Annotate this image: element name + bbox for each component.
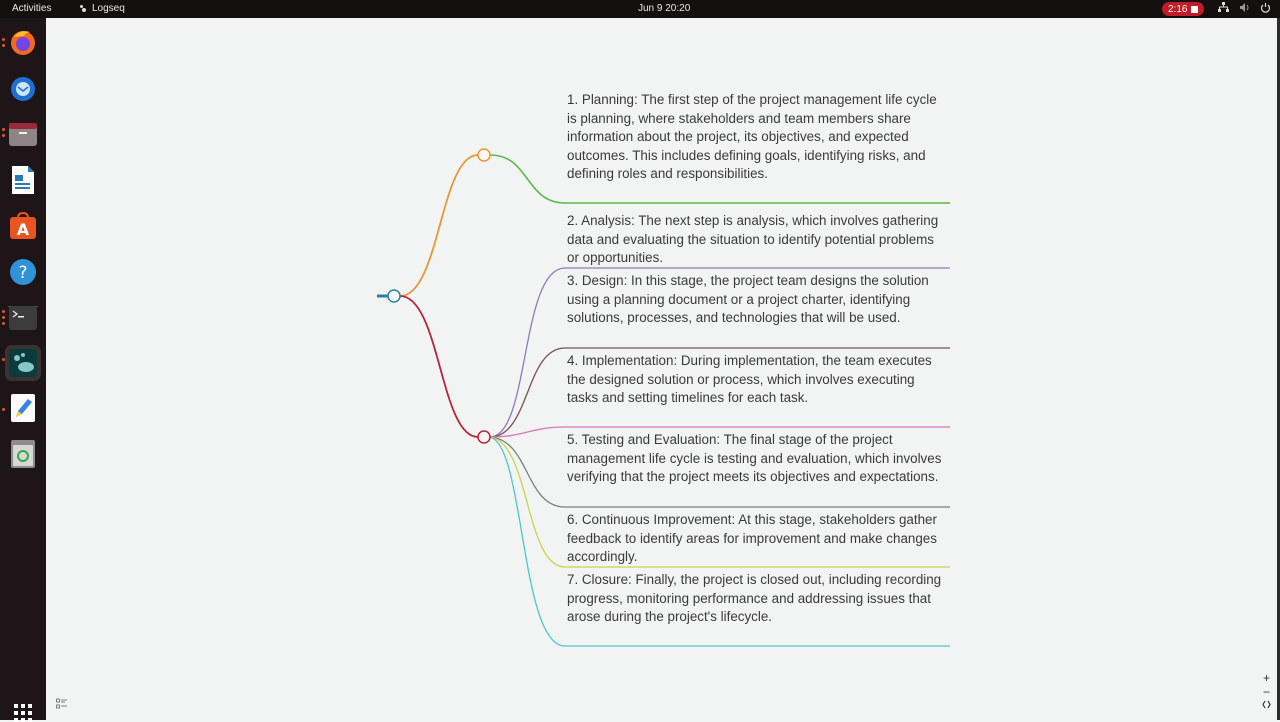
svg-text:A: A: [16, 220, 30, 239]
activities-button[interactable]: Activities: [12, 3, 52, 14]
node-testing-evaluation[interactable]: 5. Testing and Evaluation: The final stage of the project management life cycle is testing and evaluation, which involves verifying that the project meets its objectives and expectations.: [567, 432, 942, 485]
recording-time: 2:16: [1168, 3, 1188, 15]
node-analysis[interactable]: 2. Analysis: The next step is analysis, which involves gathering data and evaluating the situation to identify potential problems or opportunities.: [567, 213, 939, 266]
top-branch-handle[interactable]: [478, 149, 490, 161]
root-node-handle[interactable]: [388, 290, 400, 302]
zoom-out-button[interactable]: −: [1262, 685, 1270, 699]
fit-view-icon[interactable]: [1262, 700, 1271, 709]
node-implementation[interactable]: 4. Implementation: During implementation, the team executes the designed solution or process, which involves executing tasks and setting timelines for each task.: [567, 353, 932, 406]
node-design[interactable]: 3. Design: In this stage, the project team designs the solution using a planning document or a project charter, identifying solutions, processes, and technologies that will be used.: [567, 273, 929, 326]
app-name: Logseq: [92, 3, 125, 14]
svg-text:?: ?: [18, 263, 28, 283]
outline-toggle-icon[interactable]: [56, 698, 68, 710]
node-planning[interactable]: 1. Planning: The first step of the project management life cycle is planning, where stakeholders and team members share information about the project, its objectives, and expected outcomes. This includes defining goals, identifying risks, and defining roles and responsibilities.: [567, 92, 937, 182]
node-continuous-improvement[interactable]: 6. Continuous Improvement: At this stage, stakeholders gather feedback to identify areas for improvement and make changes accordingly.: [567, 512, 937, 565]
edge-root-bottom: [400, 296, 478, 437]
clock[interactable]: Jun 9 20:20: [638, 3, 691, 14]
node-closure[interactable]: 7. Closure: Finally, the project is closed out, including recording progress, monitoring performance and addressing issues that arose during the project's lifecycle.: [567, 572, 942, 625]
zoom-in-button[interactable]: +: [1262, 671, 1270, 685]
edge-root-top: [400, 155, 478, 296]
bottom-branch-handle[interactable]: [478, 431, 490, 443]
zoom-controls: [1262, 672, 1271, 709]
